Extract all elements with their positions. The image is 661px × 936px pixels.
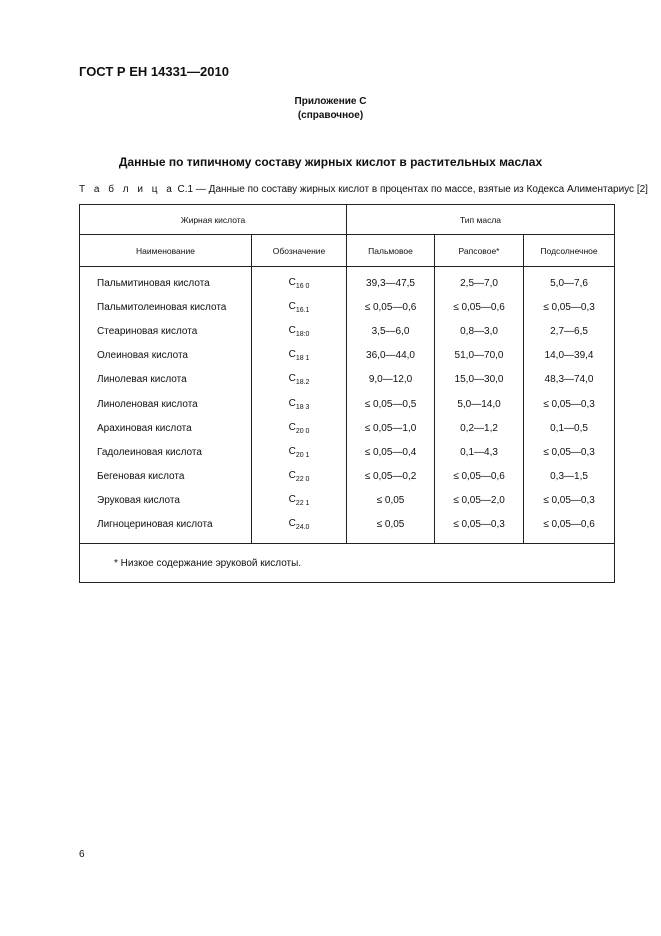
acid-code	[252, 440, 347, 464]
table-row	[80, 368, 615, 392]
rape-value: ≤ 0,05—0,3	[435, 513, 524, 544]
header-code: Обозначение	[252, 235, 347, 267]
palm-value: 3,5—6,0	[347, 319, 435, 343]
sun-value: ≤ 0,05—0,3	[524, 489, 615, 513]
acid-name: Лигноцериновая кислота	[80, 513, 252, 544]
palm-value: ≤ 0,05—1,0	[347, 416, 435, 440]
table-row	[80, 319, 615, 343]
page-number: 6	[79, 849, 85, 860]
rape-value: ≤ 0,05—0,6	[435, 295, 524, 319]
table-row	[80, 440, 615, 464]
table-caption-prefix: Т а б л и ц а	[79, 184, 175, 195]
acid-name: Эруковая кислота	[80, 489, 252, 513]
table-row	[80, 344, 615, 368]
table-caption-text: С.1 — Данные по составу жирных кислот в процентах по массе, взятые из Кодекса Алиментариус [2]	[174, 184, 648, 195]
sun-value: 48,3—74,0	[524, 368, 615, 392]
acid-code	[252, 465, 347, 489]
palm-value: 39,3—47,5	[347, 267, 435, 296]
header-palm: Пальмовое	[347, 235, 435, 267]
acid-code-letter: C	[288, 518, 296, 530]
table-row	[80, 295, 615, 319]
acid-name: Линоленовая кислота	[80, 392, 252, 416]
sun-value: 0,3—1,5	[524, 465, 615, 489]
acid-code	[252, 344, 347, 368]
table-row	[80, 489, 615, 513]
table-row	[80, 513, 615, 544]
header-name: Наименование	[80, 235, 252, 267]
rape-value: 51,0—70,0	[435, 344, 524, 368]
sun-value: 5,0—7,6	[524, 267, 615, 296]
acid-code	[252, 267, 347, 296]
sun-value: ≤ 0,05—0,6	[524, 513, 615, 544]
acid-code	[252, 295, 347, 319]
acid-code-subscript: 18.2	[295, 379, 310, 387]
acid-name: Гадолеиновая кислота	[80, 440, 252, 464]
acid-code-subscript: 18 3	[295, 403, 310, 411]
rape-value: 2,5—7,0	[435, 267, 524, 296]
acid-code-subscript: 18 1	[295, 355, 310, 363]
palm-value: 36,0—44,0	[347, 344, 435, 368]
sun-value: ≤ 0,05—0,3	[524, 295, 615, 319]
fatty-acid-table	[79, 204, 615, 583]
rape-value: 15,0—30,0	[435, 368, 524, 392]
rape-value: ≤ 0,05—2,0	[435, 489, 524, 513]
palm-value: ≤ 0,05—0,2	[347, 465, 435, 489]
acid-name: Олеиновая кислота	[80, 344, 252, 368]
annex-kind: (справочное)	[297, 110, 364, 121]
acid-code-subscript: 16 0	[295, 282, 310, 290]
table-row	[80, 465, 615, 489]
acid-code-letter: C	[288, 300, 296, 312]
acid-code-letter: C	[288, 421, 296, 433]
annex-label: Приложение С	[294, 96, 367, 107]
acid-code-letter: C	[288, 445, 296, 457]
acid-name: Стеариновая кислота	[80, 319, 252, 343]
acid-code-subscript: 24.0	[295, 524, 310, 532]
annex-title: Данные по типичному составу жирных кислот в растительных маслах	[118, 155, 543, 169]
acid-code-subscript: 22 0	[295, 476, 310, 484]
table-caption	[79, 184, 648, 195]
acid-code-subscript: 20 0	[295, 427, 310, 435]
header-rape: Рапсовое*	[435, 235, 524, 267]
sun-value: 2,7—6,5	[524, 319, 615, 343]
header-sun: Подсолнечное	[524, 235, 615, 267]
sun-value: 14,0—39,4	[524, 344, 615, 368]
acid-code-subscript: 16.1	[295, 306, 310, 314]
palm-value: ≤ 0,05—0,5	[347, 392, 435, 416]
acid-name: Пальмитолеиновая кислота	[80, 295, 252, 319]
palm-value: ≤ 0,05	[347, 489, 435, 513]
acid-name: Арахиновая кислота	[80, 416, 252, 440]
table-row	[80, 392, 615, 416]
sun-value: ≤ 0,05—0,3	[524, 392, 615, 416]
document-header: ГОСТ Р ЕН 14331—2010	[79, 64, 229, 79]
acid-code	[252, 368, 347, 392]
acid-code	[252, 392, 347, 416]
acid-name: Бегеновая кислота	[80, 465, 252, 489]
acid-code-letter: C	[288, 276, 296, 288]
palm-value: ≤ 0,05—0,6	[347, 295, 435, 319]
acid-code-letter: C	[288, 397, 296, 409]
acid-code	[252, 416, 347, 440]
palm-value: 9,0—12,0	[347, 368, 435, 392]
acid-code-letter: C	[288, 494, 296, 506]
sun-value: 0,1—0,5	[524, 416, 615, 440]
table-row	[80, 267, 615, 296]
rape-value: 0,8—3,0	[435, 319, 524, 343]
acid-code-letter: C	[288, 349, 296, 361]
acid-code	[252, 319, 347, 343]
acid-code-subscript: 20 1	[295, 451, 310, 459]
palm-value: ≤ 0,05—0,4	[347, 440, 435, 464]
rape-value: 0,1—4,3	[435, 440, 524, 464]
table-note: * Низкое содержание эруковой кислоты.	[80, 544, 615, 583]
acid-code-subscript: 22 1	[295, 500, 310, 508]
palm-value: ≤ 0,05	[347, 513, 435, 544]
sun-value: ≤ 0,05—0,3	[524, 440, 615, 464]
acid-name: Пальмитиновая кислота	[80, 267, 252, 296]
acid-code	[252, 489, 347, 513]
acid-code-subscript: 18:0	[295, 330, 310, 338]
acid-code-letter: C	[288, 324, 296, 336]
rape-value: 0,2—1,2	[435, 416, 524, 440]
annex-heading	[0, 95, 661, 123]
header-group-acid: Жирная кислота	[80, 205, 347, 235]
header-group-oil: Тип масла	[347, 205, 615, 235]
table-row	[80, 416, 615, 440]
acid-code-letter: C	[288, 373, 296, 385]
acid-code	[252, 513, 347, 544]
rape-value: ≤ 0,05—0,6	[435, 465, 524, 489]
acid-code-letter: C	[288, 470, 296, 482]
acid-name: Линолевая кислота	[80, 368, 252, 392]
rape-value: 5,0—14,0	[435, 392, 524, 416]
